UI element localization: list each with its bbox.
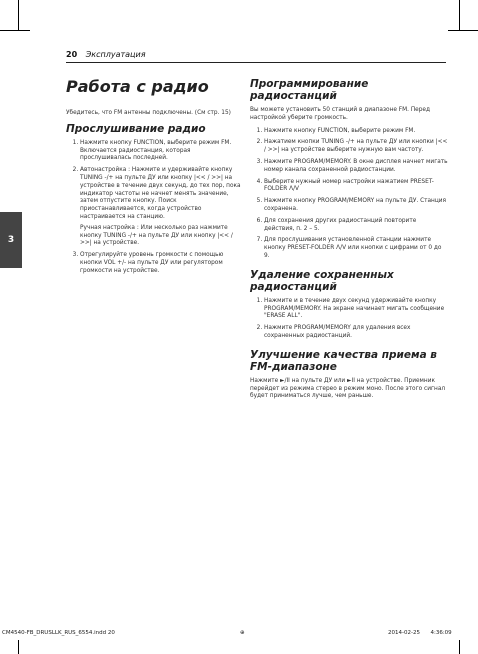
listening-heading: Прослушивание радио xyxy=(66,122,206,135)
footer-time: 4:36:09 xyxy=(430,630,452,636)
crop-mark xyxy=(18,0,19,30)
chapter-number: 3 xyxy=(7,235,15,245)
footer-datetime xyxy=(388,630,452,636)
auto-tuning-text: 2. Автонастройка : Нажмите и удерживайте кнопку TUNING -/+ на пульте ДУ или кнопку |<< / >>| на устройстве в течение двух секунд, до тех пор, пока индикатор частоты не начнет менять значение, затем отпустите кнопку. Поиск приостанавливается, когда устройство настраивается на станцию. xyxy=(80,167,241,220)
list-item: 2. Нажмите PROGRAM/MEMORY для удаления всех сохраненных радиостанций. xyxy=(264,325,448,341)
left-column xyxy=(66,72,242,284)
page-number: 20 xyxy=(66,50,78,59)
page-title: Работа с радио xyxy=(66,77,209,96)
intro-text: Убедитесь, что FM антенны подключены. (См стр. 15) xyxy=(66,110,231,116)
list-item: 4. Выберите нужный номер настройки нажатием PRESET-FOLDER Λ/V xyxy=(264,179,448,195)
header-rule xyxy=(66,62,446,63)
footer-file: CM4540-FB_DRUSLLK_RUS_6554.indd 20 xyxy=(2,630,115,636)
list-item: 1. Нажмите кнопку FUNCTION, выберите режим FM. xyxy=(264,128,448,136)
programming-heading: Программирование радиостанций xyxy=(250,78,369,102)
list-item: 1. Нажмите и в течение двух секунд удерживайте кнопку PROGRAM/MEMORY. На экране начинает мигать сообщение "ERASE ALL". xyxy=(264,298,448,321)
crop-mark xyxy=(459,640,460,654)
page-header xyxy=(66,50,146,59)
programming-intro: Вы можете установить 50 станций в диапазоне FM. Перед настройкой уберите громкость. xyxy=(250,107,431,121)
section-name: Эксплуатация xyxy=(85,50,146,59)
right-column xyxy=(250,72,448,406)
footer-date: 2014-02-25 xyxy=(388,630,420,636)
deleting-heading: Удаление сохраненных радиостанций xyxy=(250,268,394,293)
improving-heading: Улучшение качества приема в FM-диапазоне xyxy=(250,348,437,373)
crop-mark xyxy=(18,640,19,654)
listening-steps xyxy=(66,140,242,276)
crop-mark xyxy=(459,0,460,30)
crop-mark xyxy=(448,30,478,31)
list-item: 5. Нажмите кнопку PROGRAM/MEMORY на пульте ДУ. Станция сохранена. xyxy=(264,198,448,214)
crop-mark xyxy=(0,30,30,31)
list-item: 3. Нажмите PROGRAM/MEMORY. В окне дисплея начнет мигать номер канала сохраненной радиостанции. xyxy=(264,159,448,175)
list-item xyxy=(80,167,242,248)
list-item: 3. Отрегулируйте уровень громкости с помощью кнопки VOL +/- на пульте ДУ или регулятором громкости на устройстве. xyxy=(80,252,242,275)
list-item: 6. Для сохранения других радиостанций повторите действия, п. 2 – 5. xyxy=(264,218,448,234)
programming-steps xyxy=(250,128,448,261)
manual-tuning-text: Ручная настройка : Или несколько раз нажмите кнопку TUNING -/+ на пульте ДУ или кнопку |<< / >>| на устройстве. xyxy=(80,224,233,247)
list-item: 7. Для прослушивания установленной станции нажмите кнопку PRESET-FOLDER Λ/V или кнопки с цифрами от 0 до 9. xyxy=(264,237,448,260)
list-item: 1. Нажмите кнопку FUNCTION, выберите режим FM. Включается радиостанция, которая прослушивалась последней. xyxy=(80,140,242,163)
chapter-tab xyxy=(0,212,22,268)
improving-text: Нажмите ►/II на пульте ДУ или ►II на устройстве. Приемник перейдет из режима стерео в режим моно. После этого сигнал будет приниматься лучше, чем раньше. xyxy=(250,377,446,400)
deleting-steps xyxy=(250,298,448,341)
list-item: 2. Нажатием кнопки TUNING -/+ на пульте ДУ или кнопки |<< / >>| на устройстве выберите нужную вам частоту. xyxy=(264,139,448,155)
footer-mark: ⊕ xyxy=(240,630,245,636)
